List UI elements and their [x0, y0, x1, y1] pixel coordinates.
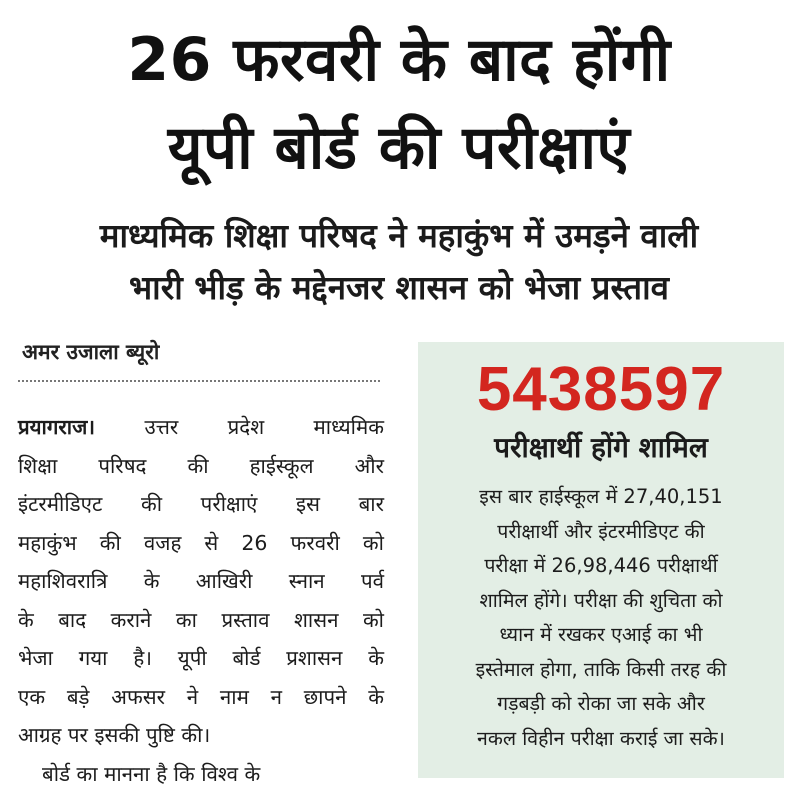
headline-line-2: यूपी बोर्ड की परीक्षाएं	[167, 113, 631, 183]
infobox-body	[428, 480, 774, 756]
subheadline-line-1: माध्यमिक शिक्षा परिषद ने महाकुंभ में उमड़ने वाली	[99, 216, 699, 255]
infobox-subtitle: परीक्षार्थी होंगे शामिल	[494, 431, 708, 464]
article-dateline: प्रयागराज।	[18, 415, 96, 439]
article-line: भेजा गया है। यूपी बोर्ड प्रशासन के	[18, 646, 384, 670]
infobox-number: 5438597	[476, 355, 726, 424]
article-line: आग्रह पर इसकी पुष्टि की।	[18, 723, 211, 747]
article-line-text: उत्तर प्रदेश माध्यमिक	[144, 415, 384, 439]
infobox-line: ध्यान में रखकर एआई का भी	[499, 623, 703, 646]
article-line: इंटरमीडिएट की परीक्षाएं इस बार	[18, 492, 384, 516]
article-line: के बाद कराने का प्रस्ताव शासन को	[18, 607, 384, 632]
infobox-line: शामिल होंगे। परीक्षा की शुचिता को	[479, 588, 723, 612]
infobox-line: इस्तेमाल होगा, ताकि किसी तरह की	[475, 657, 727, 681]
infobox-line: नकल विहीन परीक्षा कराई जा सके।	[477, 726, 725, 750]
article-body	[18, 408, 384, 793]
infobox-line: गड़बड़ी को रोका जा सके और	[497, 692, 705, 715]
article-line: शिक्षा परिषद की हाईस्कूल और	[18, 453, 384, 478]
article-line	[18, 408, 384, 447]
article-line: बोर्ड का मानना है कि विश्व के	[42, 761, 261, 786]
article-line: महाकुंभ की वजह से 26 फरवरी को	[18, 530, 384, 555]
byline: अमर उजाला ब्यूरो	[22, 340, 160, 364]
article-line: एक बड़े अफसर ने नाम न छापने के	[18, 684, 384, 709]
article-line: महाशिवरात्रि के आखिरी स्नान पर्व	[18, 569, 384, 593]
headline-line-1: 26 फरवरी के बाद होंगी	[127, 25, 671, 95]
infobox-line: इस बार हाईस्कूल में 27,40,151	[479, 485, 723, 508]
infobox-line: परीक्षा में 26,98,446 परीक्षार्थी	[484, 554, 718, 577]
byline-divider	[18, 380, 380, 382]
infobox-line: परीक्षार्थी और इंटरमीडिएट की	[497, 519, 705, 543]
infobox	[418, 342, 784, 778]
subheadline-line-2: भारी भीड़ के मद्देनजर शासन को भेजा प्रस्ताव	[128, 268, 669, 307]
